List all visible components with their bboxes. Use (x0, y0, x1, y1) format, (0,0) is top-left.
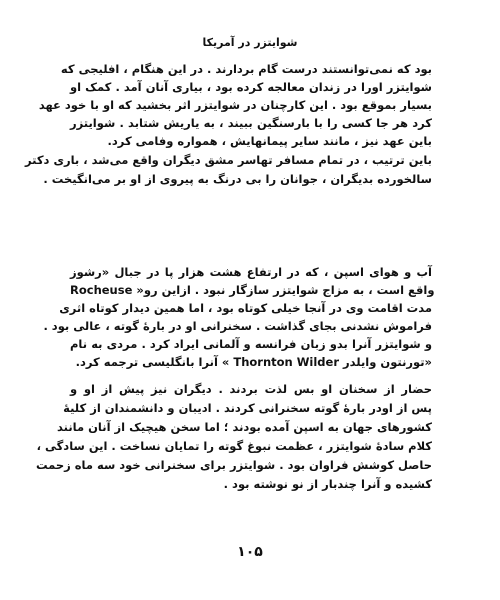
paragraph-1 (38, 61, 432, 151)
text-line: کلام سادهٔ شوایتزر ، عظمت نبوغ گوته را تمایان نساخت . این سادگی ، (36, 439, 432, 453)
paragraph-2 (25, 152, 432, 192)
paragraph-3 (43, 264, 435, 374)
text-line: باین ترتیب ، در تمام مسافر تهاسر مشق دیگران واقع می‌شد ، باری دکتر (25, 153, 432, 167)
text-line: پس از اودر بارهٔ گوته سخنرانی کردند . ادیبان و دانشمندان از کلیهٔ (63, 401, 432, 415)
text-line: و شوایتزر آنرا بدو زبان فرانسه و آلمانی ایراد کرد . مردی به نام (70, 337, 432, 351)
paragraph-4 (35, 381, 432, 493)
text-line: حضار از سخنان او بس لذت بردند . دیگران نیز پیش از او و (70, 382, 432, 396)
text-line: کشورهای جهان به اسپن آمده بودند ؛ اما سخن هیچیک از آنان مانند (57, 420, 432, 434)
text-line: بسیار بموقع بود . این کارچنان در شوایتزر اثر بخشید که او با خود عهد (38, 98, 432, 112)
text-line: آب و هوای اسپن ، که در ارتفاع هشت هزار پا در جبال «رشوز (70, 265, 432, 279)
text-line: مدت اقامت وی در آنجا خیلی کوتاه بود ، اما همین دیدار کوتاه اثری (59, 301, 432, 315)
text-line: شوایتزر اورا در زندان معالجه کرده بود ، بیاری آنان آمد . کمک او (70, 80, 432, 94)
text-line: فراموش نشدنی بجای گذاشت . سخنرانی او در بارهٔ گوته ، عالی بود . (43, 319, 432, 333)
text-line: Rocheuse »واقع است ، به مزاج شوایتزر سازگار نبود . ازاین رو (70, 283, 435, 297)
text-line: کرد هر جا کسی را با بارسنگین ببیند ، به یاریش شتابد . شوایتزر (70, 116, 432, 130)
page-number: ۱۰۵ (237, 544, 263, 560)
text-line: کشیده و آنرا چندبار از نو نوشته بود . (223, 477, 432, 491)
text-line: بود که نمی‌توانستند درست گام بردارند . در این هنگام ، افلیجی که (60, 62, 432, 76)
running-header: شوایتزر در آمریکا (202, 36, 298, 49)
text-line: «تورنتون وایلدر Thornton Wilder » آنرا بانگلیسی ترجمه کرد. (75, 355, 432, 369)
text-line: حاصل کوشش فراوان بود . شوایتزر برای سخنرانی خود سه ماه زحمت (35, 458, 432, 472)
text-line: سالخورده بدیگران ، جوانان را بی درنگ به پیروی از او بر می‌انگیخت . (43, 172, 432, 186)
text-line: باین عهد نیز ، مانند سایر پیمانهایش ، همواره وفامی کرد. (107, 134, 432, 148)
